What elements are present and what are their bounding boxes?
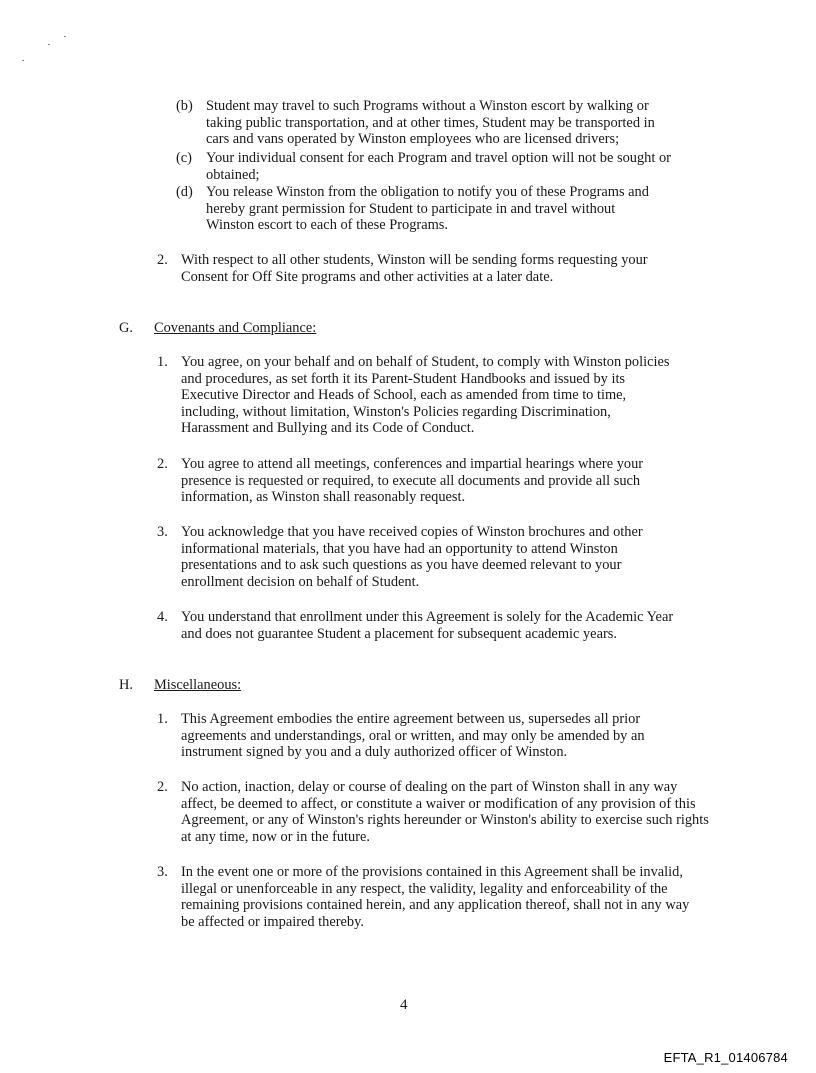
numbered-item: You acknowledge that you have received copies of Winston brochures and other informational materials, that you have had an opportunity to attend Winston presentations and to ask such questions as you have deemed relevant to your enrollment decision on behalf of Student. xyxy=(181,524,643,590)
list-label-b: (b) xyxy=(176,98,193,114)
list-item-d: You release Winston from the obligation to notify you of these Programs and hereby grant permission for Student to participate in and travel without Winston escort to each of these Programs. xyxy=(206,184,649,234)
numbered-item: With respect to all other students, Winston will be sending forms requesting your Consent for Off Site programs and other activities at a later date. xyxy=(181,252,648,285)
numbered-item: No action, inaction, delay or course of dealing on the part of Winston shall in any way affect, be deemed to affect, or constitute a waiver or modification of any provision of this Agreement, or any of Winston's rights hereunder or Winston's ability to exercise such rights at any time, now or in the future. xyxy=(181,779,709,845)
list-item-c: Your individual consent for each Program and travel option will not be sought or obtained; xyxy=(206,150,671,183)
numbered-item: This Agreement embodies the entire agreement between us, supersedes all prior agreements and understandings, oral or written, and may only be amended by an instrument signed by you and a duly authorized officer of Winston. xyxy=(181,711,645,761)
numbered-label: 3. xyxy=(157,524,168,540)
page-number: 4 xyxy=(400,997,408,1013)
numbered-label: 1. xyxy=(157,354,168,370)
numbered-item: You agree, on your behalf and on behalf of Student, to comply with Winston policies and procedures, as set forth it its Parent-Student Handbooks and issued by its Executive Director and Heads of School, each as amended from time to time, including, without limitation, Winston's Policies regarding Discrimination, Harassment and Bullying and its Code of Conduct. xyxy=(181,354,670,437)
section-heading: Miscellaneous: xyxy=(154,677,242,693)
numbered-label: 4. xyxy=(157,609,168,625)
numbered-label: 2. xyxy=(157,456,168,472)
list-item-b: Student may travel to such Programs without a Winston escort by walking or taking public transportation, and at other times, Student may be transported in cars and vans operated by Winston employees who are licensed drivers; xyxy=(206,98,655,148)
numbered-item: In the event one or more of the provisions contained in this Agreement shall be invalid, illegal or unenforceable in any respect, the validity, legality and enforceability of the remaining provisions contained herein, and any application thereof, shall not in any way be affected or impaired thereby. xyxy=(181,864,690,930)
section-heading: Covenants and Compliance: xyxy=(154,320,317,336)
numbered-item: You understand that enrollment under this Agreement is solely for the Academic Year and does not guarantee Student a placement for subsequent academic years. xyxy=(181,609,674,642)
list-label-c: (c) xyxy=(176,150,192,166)
document-id: EFTA_R1_01406784 xyxy=(663,1050,788,1065)
section-letter: G. xyxy=(119,320,133,336)
section-letter: H. xyxy=(119,677,133,693)
scan-speck xyxy=(64,36,66,37)
scan-speck xyxy=(22,60,24,61)
numbered-item: You agree to attend all meetings, conferences and impartial hearings where your presence is requested or required, to execute all documents and provide all such information, as Winston shall reasonably request. xyxy=(181,456,644,506)
numbered-label: 1. xyxy=(157,711,168,727)
numbered-label: 3. xyxy=(157,864,168,880)
numbered-label: 2. xyxy=(157,779,168,795)
scan-speck xyxy=(48,44,50,45)
numbered-label: 2. xyxy=(157,252,168,268)
list-label-d: (d) xyxy=(176,184,193,200)
